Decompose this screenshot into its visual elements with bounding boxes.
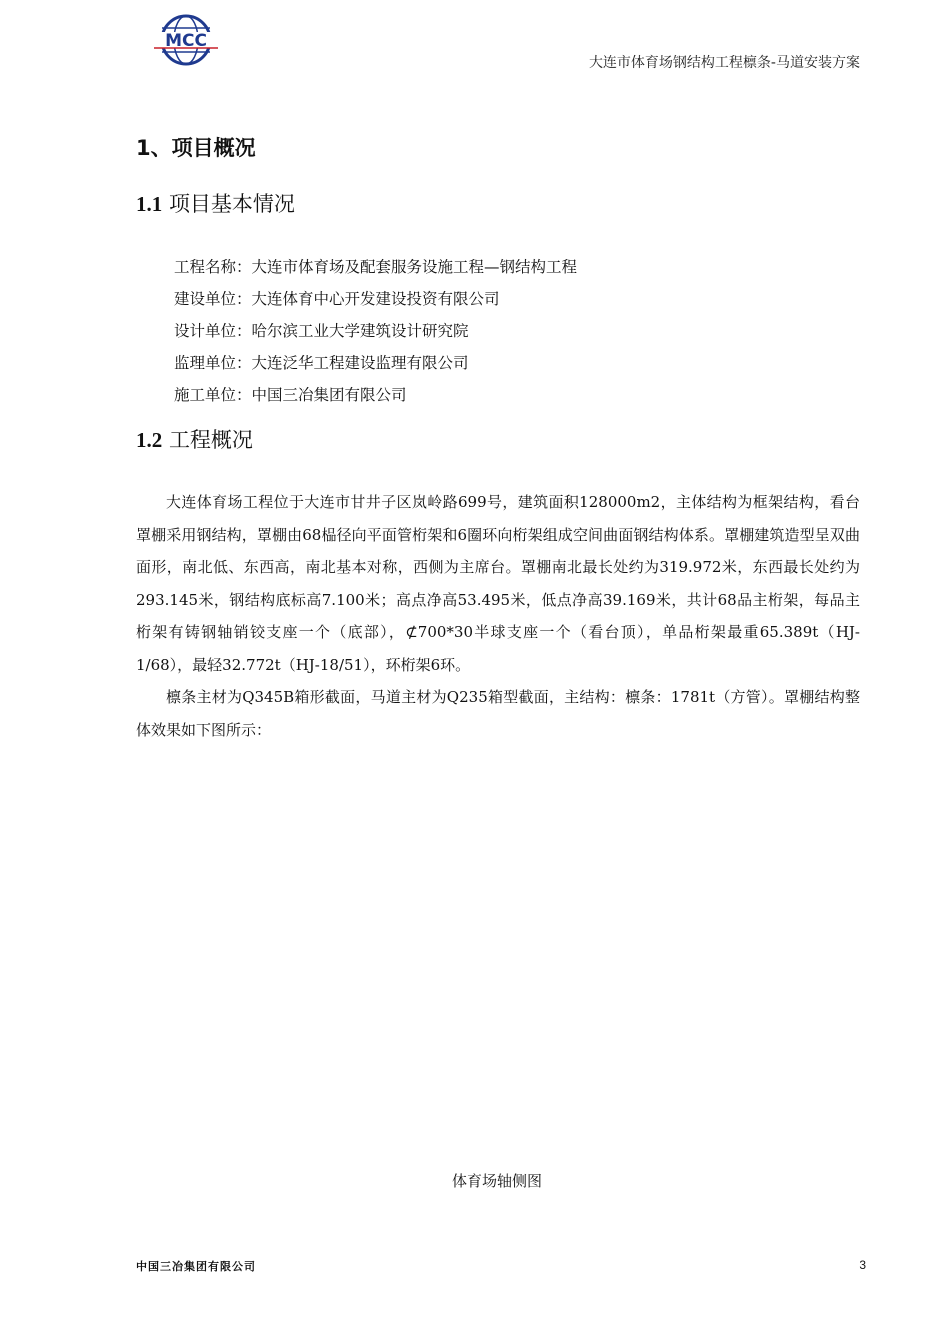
section-1-2-title: 工程概况 [168, 428, 253, 452]
mcc-logo [148, 14, 224, 66]
section-1-1-number: 1.1 [136, 192, 163, 216]
footer-company: 中国三冶集团有限公司 [136, 1260, 256, 1273]
page-number: 3 [859, 1258, 866, 1272]
materials-paragraph: 檩条主材为Q345B箱形截面，马道主材为Q235箱型截面，主结构：檩条：1781t（方管）。罩棚结构整体效果如下图所示： [136, 688, 860, 739]
designer-line: 设计单位：哈尔滨工业大学建筑设计研究院 [174, 322, 469, 340]
svg-text:MCC: MCC [165, 31, 207, 51]
section-1-heading: 1、项目概况 [136, 136, 256, 160]
client-line: 建设单位：大连体育中心开发建设投资有限公司 [174, 290, 500, 308]
project-name-line: 工程名称：大连市体育场及配套服务设施工程—钢结构工程 [174, 258, 578, 276]
supervisor-line: 监理单位：大连泛华工程建设监理有限公司 [174, 354, 469, 372]
header-title: 大连市体育场钢结构工程檩条-马道安装方案 [588, 55, 860, 71]
figure-caption: 体育场轴侧图 [451, 1172, 542, 1190]
section-1-1-heading [136, 188, 295, 218]
project-info-list [174, 256, 577, 416]
section-1-2-number: 1.2 [136, 428, 163, 452]
section-1-2-heading [136, 424, 253, 454]
overview-paragraph: 大连体育场工程位于大连市甘井子区岚岭路699号，建筑面积128000m2，主体结构为框架结构，看台罩棚采用钢结构，罩棚由68榀径向平面管桁架和6圈环向桁架组成空间曲面钢结构体系。罩棚建筑造型呈双曲面形，南北低、东西高，南北基本对称，西侧为主席台。罩棚南北最长处约为319.972米，东西最长处约为293.145米，钢结构底标高7.100米；高点净高53.495米，低点净高39.169米，共计68品主桁架，每品主桁架有铸钢轴销铰支座一个（底部），⊄700*30半球支座一个（看台顶），单品桁架最重65.389t（HJ-1/68），最轻32.772t（HJ-18/51），环桁架6环。 [136, 493, 860, 674]
section-1-1-title: 项目基本情况 [168, 192, 295, 216]
stadium-figure-placeholder [136, 760, 860, 1160]
contractor-line: 施工单位：中国三冶集团有限公司 [174, 386, 407, 404]
